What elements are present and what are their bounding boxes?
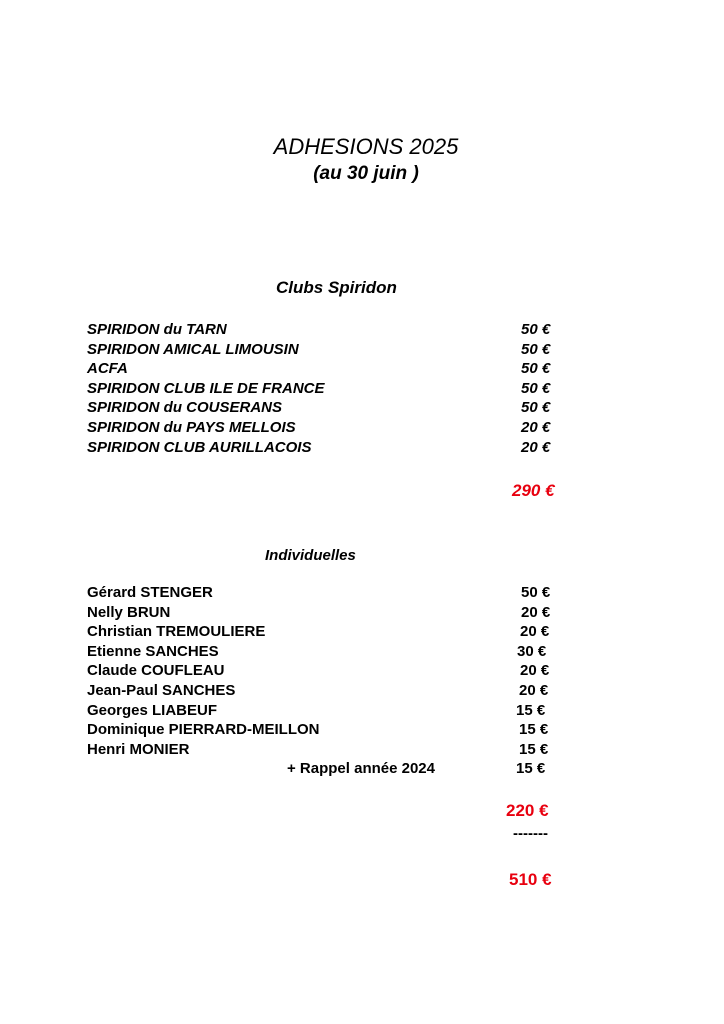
clubs-list: [87, 320, 567, 457]
member-name: Etienne SANCHES: [87, 642, 219, 660]
list-item: [87, 379, 567, 399]
member-name: Dominique PIERRARD-MEILLON: [87, 721, 320, 739]
club-amount: 20 €: [521, 418, 551, 436]
list-item: [87, 759, 567, 779]
club-amount: 50 €: [521, 340, 551, 358]
member-name: Nelly BRUN: [87, 603, 171, 621]
member-amount: 15 €: [516, 701, 546, 719]
member-name: Christian TREMOULIERE: [87, 623, 266, 641]
list-item: [87, 740, 567, 760]
clubs-total: 290 €: [512, 481, 555, 500]
club-name: SPIRIDON CLUB ILE DE FRANCE: [87, 379, 325, 397]
list-item: [87, 681, 567, 701]
club-amount: 50 €: [521, 399, 551, 417]
page-subtitle: (au 30 juin ): [313, 163, 419, 184]
member-name: Henri MONIER: [87, 740, 190, 758]
page-title: ADHESIONS 2025: [273, 134, 459, 159]
list-item: [87, 398, 567, 418]
member-amount: 20 €: [520, 662, 550, 680]
club-name: SPIRIDON du COUSERANS: [87, 399, 283, 417]
list-item: [87, 359, 567, 379]
member-amount: 20 €: [520, 623, 550, 641]
list-item: [87, 720, 567, 740]
list-item: [87, 701, 567, 721]
member-amount: 50 €: [521, 584, 551, 601]
member-amount: 20 €: [519, 681, 549, 699]
list-item: [87, 340, 567, 360]
club-name: ACFA: [87, 360, 128, 378]
club-amount: 20 €: [521, 438, 551, 456]
list-item: [87, 438, 567, 458]
member-amount: 15 €: [519, 740, 549, 758]
member-name: Jean-Paul SANCHES: [87, 681, 236, 699]
list-item: [87, 642, 567, 662]
individuals-section-heading: Individuelles: [265, 547, 356, 564]
grand-total: 510 €: [509, 870, 552, 889]
member-amount: 30 €: [517, 642, 547, 660]
member-name: + Rappel année 2024: [287, 760, 435, 778]
total-separator: -------: [513, 825, 548, 842]
list-item: [87, 661, 567, 681]
list-item: [87, 603, 567, 623]
club-amount: 50 €: [521, 379, 551, 397]
club-name: SPIRIDON du PAYS MELLOIS: [87, 418, 296, 436]
list-item: [87, 320, 567, 340]
club-name: SPIRIDON CLUB AURILLACOIS: [87, 438, 312, 456]
individuals-list: [87, 583, 567, 779]
member-name: Georges LIABEUF: [87, 701, 218, 719]
club-amount: 50 €: [521, 321, 551, 338]
individuals-total: 220 €: [506, 801, 549, 820]
member-amount: 20 €: [521, 603, 551, 621]
member-name: Claude COUFLEAU: [87, 662, 225, 680]
list-item: [87, 418, 567, 438]
list-item: [87, 622, 567, 642]
clubs-section-heading: Clubs Spiridon: [276, 278, 397, 297]
club-name: SPIRIDON AMICAL LIMOUSIN: [87, 340, 299, 358]
member-amount: 15 €: [519, 721, 549, 739]
member-amount: 15 €: [516, 760, 546, 778]
club-name: SPIRIDON du TARN: [87, 321, 227, 338]
list-item: [87, 583, 567, 603]
member-name: Gérard STENGER: [87, 584, 213, 601]
club-amount: 50 €: [521, 360, 551, 378]
